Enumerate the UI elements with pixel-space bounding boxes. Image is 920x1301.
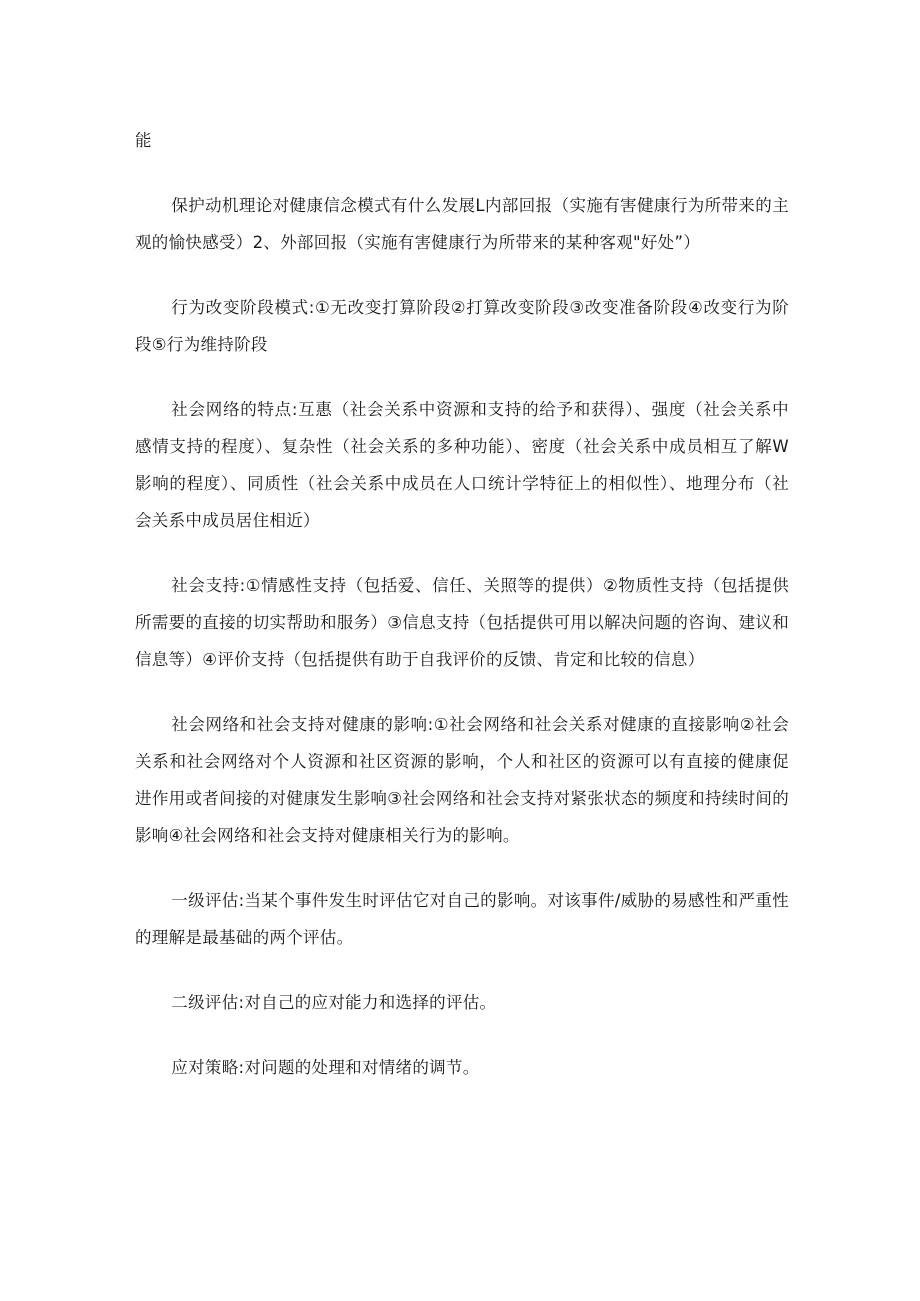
document-body	[135, 122, 789, 1114]
paragraph-secondary-appraisal: 二级评估:对自己的应对能力和选择的评估。	[171, 993, 497, 1012]
paragraph-protection-motivation: 保护动机理论对健康信念模式有什么发展L内部回报（实施有害健康行为所带来的主观的愉快感受）2、外部回报（实施有害健康行为所带来的某种客观"好处”）	[135, 196, 789, 252]
paragraph-social-network-features: 社会网络的特点:互惠（社会关系中资源和支持的给予和获得）、强度（社会关系中感情支持的程度）、复杂性（社会关系的多种功能）、密度（社会关系中成员相互了解W影响的程度）、同质性（社会关系中成员在人口统计学特征上的相似性）、地理分布（社会关系中成员居住相近）	[135, 400, 789, 530]
paragraph-coping-strategy: 应对策略:对问题的处理和对情绪的调节。	[171, 1058, 480, 1077]
paragraph-primary-appraisal: 一级评估:当某个事件发生时评估它对自己的影响。对该事件/威胁的易感性和严重性的理解是最基础的两个评估。	[135, 891, 789, 947]
paragraph-social-support: 社会支持:①情感性支持（包括爱、信任、关照等的提供）②物质性支持（包括提供所需要的直接的切实帮助和服务）③信息支持（包括提供可用以解决问题的咨询、建议和信息等）④评价支持（包括提供有助于自我评价的反馈、肯定和比较的信息）	[135, 576, 789, 669]
paragraph-behavior-change-stages: 行为改变阶段模式:①无改变打算阶段②打算改变阶段③改变准备阶段④改变行为阶段⑤行为维持阶段	[135, 298, 789, 354]
paragraph-continuation: 能	[135, 131, 152, 150]
paragraph-health-influence: 社会网络和社会支持对健康的影响:①社会网络和社会关系对健康的直接影响②社会关系和社会网络对个人资源和社区资源的影响，个人和社区的资源可以有直接的健康促进作用或者间接的对健康发生影响③社会网络和社会支持对紧张状态的频度和持续时间的影响④社会网络和社会支持对健康相关行为的影响。	[135, 715, 789, 845]
